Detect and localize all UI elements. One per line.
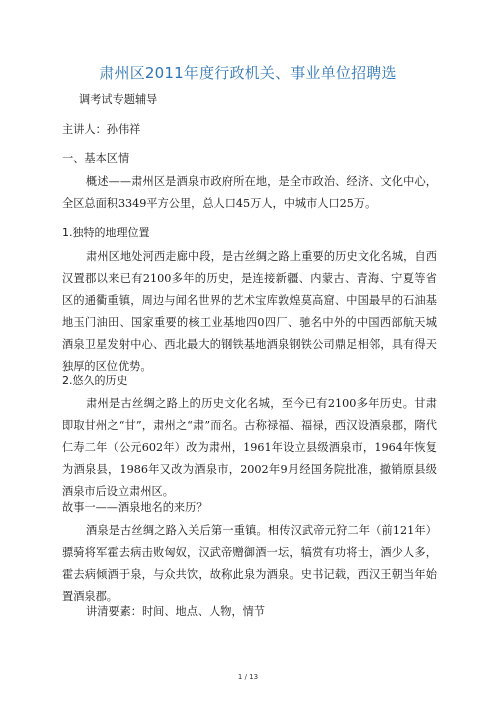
overview-paragraph: 概述——肃州区是酒泉市政府所在地，是全市政治、经济、文化中心，全区总面积3349平方公里，总人口45万人，中城市人口25万。 <box>62 175 437 210</box>
section-heading-basic-info: 一、基本区情 <box>62 152 130 165</box>
page-number: 1 / 13 <box>237 673 259 681</box>
geography-paragraph: 肃州区地处河西走廊中段，是古丝绸之路上重要的历史文化名城，自西汉置郡以来已有2100多年的历史，是连接新疆、内蒙古、青海、宁夏等省区的通衢重镇，周边与闻名世界的艺术宝库敦煌莫高窟、中国最早的石油基地玉门油田、国家重要的核工业基地四0四厂、驰名中外的中国西部航天城酒泉卫星发射中心、西北最大的钢铁基地酒泉钢铁公司鼎足相邻，具有得天独厚的区位优势。 <box>62 250 437 373</box>
subheading-history: 2.悠久的历史 <box>62 374 128 387</box>
story-paragraph: 酒泉是古丝绸之路入关后第一重镇。相传汉武帝元狩二年（前121年）骠骑将军霍去病击败匈奴，汉武帝赠御酒一坛，犒赏有功将士，酒少人多，霍去病倾酒于泉，与众共饮，故称此泉为酒泉。史书记载，西汉王朝当年始置酒泉郡。 <box>62 524 437 603</box>
history-paragraph: 肃州是古丝绸之路上的历史文化名城，至今已有2100多年历史。甘肃即取甘州之“甘”，肃州之“肃”而名。古称禄福、福禄，西汉设酒泉郡，隋代仁寿二年（公元602年）改为肃州，1961年设立县级酒泉市，1964年恢复为酒泉县，1986年又改为酒泉市，2002年9月经国务院批准，撤销原县级酒泉市后设立肃州区。 <box>62 397 437 498</box>
document-title: 肃州区2011年度行政机关、事业单位招聘选 <box>99 64 397 82</box>
document-subtitle: 调考试专题辅导 <box>79 93 158 106</box>
key-elements-note: 讲清要素：时间、地点、人物，情节 <box>86 605 266 618</box>
presenter: 主讲人：孙伟祥 <box>62 123 141 136</box>
story-heading: 故事一——酒泉地名的来历？ <box>62 501 208 514</box>
subheading-geography: 1.独特的地理位置 <box>62 226 150 239</box>
